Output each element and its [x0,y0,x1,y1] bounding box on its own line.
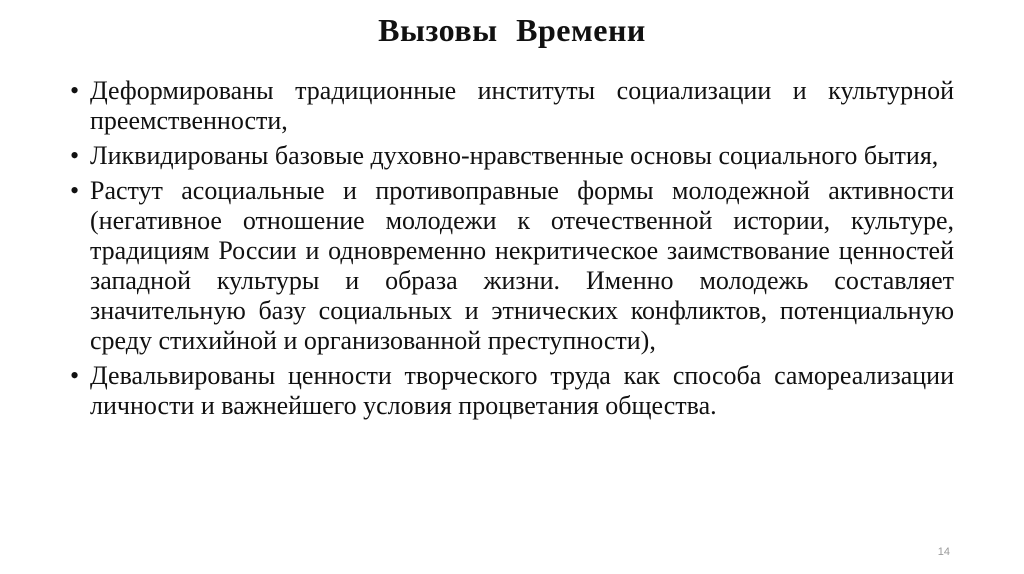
page-number: 14 [937,546,950,558]
bullet-item-asocial-youth-activity [70,176,954,356]
bullet-icon: • [70,176,80,205]
bullet-text: Девальвированы ценности творческого труда как способа самореализации личности и важнейшего условия процветания общества. [90,361,954,420]
bullet-list [70,76,954,426]
bullet-icon: • [70,141,80,170]
bullet-icon: • [70,76,80,105]
slide-title: Вызовы Времени [378,12,646,48]
bullet-icon: • [70,361,80,390]
bullet-text: Деформированы традиционные институты социализации и культурной преемственности, [90,76,954,135]
bullet-item-deformed-institutions [70,76,954,136]
bullet-text: Ликвидированы базовые духовно-нравственные основы социального бытия, [90,141,939,170]
bullet-item-liquidated-foundations [70,141,954,171]
bullet-text: Растут асоциальные и противоправные формы молодежной активности (негативное отношение молодежи к отечественной истории, культуре, традициям России и одновременно некритическое заимствование ценностей западной культуры и образа жизни. Именно молодежь составляет значительную базу социальных и этнических конфликтов, потенциальную среду стихийной и организованной преступности), [90,176,954,355]
bullet-item-devalued-creative-labor [70,361,954,421]
